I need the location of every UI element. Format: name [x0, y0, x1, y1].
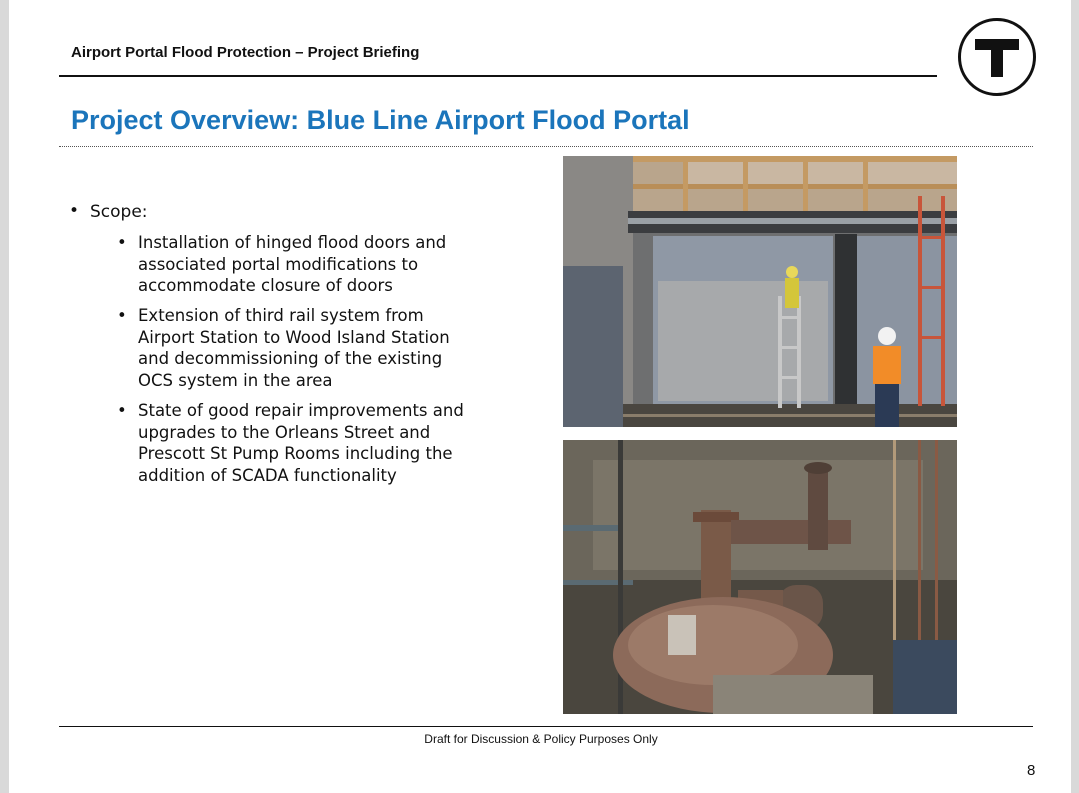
header-title: Airport Portal Flood Protection – Project Briefing [71, 44, 420, 61]
slide [9, 0, 1071, 793]
page-title: Project Overview: Blue Line Airport Flood Portal [71, 105, 690, 135]
scope-item-text: State of good repair improvements and upgrades to the Orleans Street and Prescott St Pump Rooms including the addition of SCADA functionality [138, 401, 464, 485]
flood-door-photo [563, 156, 957, 427]
mbta-logo [958, 18, 1036, 96]
bullet-icon: • [117, 233, 127, 252]
title-divider [59, 146, 1033, 147]
footer-divider [59, 726, 1033, 727]
scope-item-text: Extension of third rail system from Airport Station to Wood Island Station and decommissioning of the existing OCS system in the area [138, 306, 450, 390]
header-divider [59, 75, 937, 77]
footer-disclaimer: Draft for Discussion & Policy Purposes Only [424, 732, 658, 746]
bullet-icon: • [69, 201, 80, 221]
scope-item-text: Installation of hinged flood doors and associated portal modifications to accommodate closure of doors [138, 233, 447, 295]
bullet-icon: • [117, 401, 127, 420]
page-number: 8 [1027, 762, 1036, 779]
bullet-icon: • [117, 306, 127, 325]
scope-label: Scope: [90, 202, 148, 222]
pump-room-photo [563, 440, 957, 714]
